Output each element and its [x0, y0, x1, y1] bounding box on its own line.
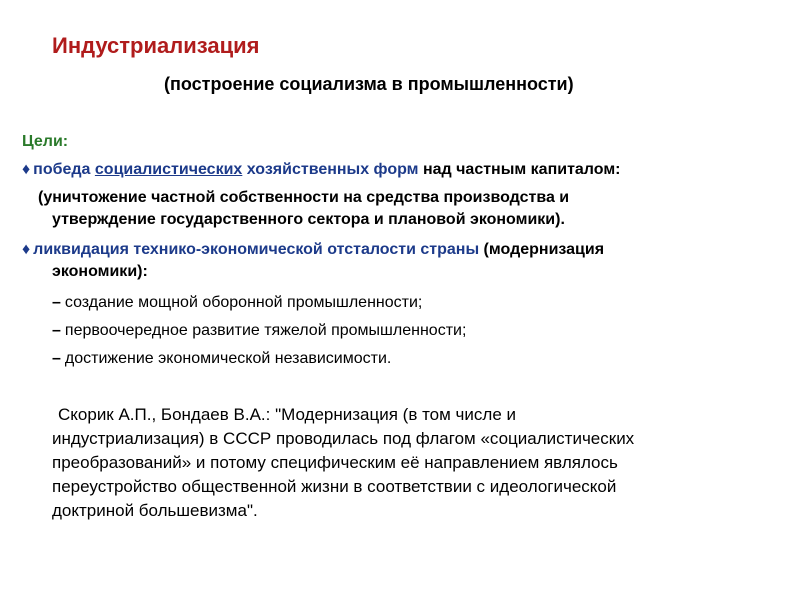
goal-1-detail-line-2: утверждение государственного сектора и плановой экономики). [52, 211, 565, 228]
subitem [52, 292, 422, 314]
quote-line: преобразований» и потому специфическим её направлением являлось [52, 453, 618, 472]
quote-line: переустройство общественной жизни в соответствии с идеологической [52, 477, 617, 496]
goal-2 [22, 239, 604, 261]
goal-1 [22, 159, 620, 181]
dash-bullet-icon: – [52, 322, 61, 339]
goals-label: Цели: [22, 133, 69, 150]
quote-line: Скорик А.П., Бондаев В.А.: "Модернизация (в том числе и [58, 405, 516, 424]
dash-bullet-icon: – [52, 350, 61, 367]
slide-title: Индустриализация [52, 33, 260, 58]
quote-line: доктриной большевизма". [52, 501, 258, 520]
goal-1-post: над частным капиталом: [418, 161, 621, 178]
subitem [52, 320, 466, 342]
subitem-text: первоочередное развитие тяжелой промышленности; [64, 322, 467, 339]
diamond-bullet-icon: ♦ [22, 241, 31, 258]
subitem [52, 348, 391, 370]
subitem-text: создание мощной оборонной промышленности; [64, 294, 423, 311]
goal-2-line-2: экономики): [52, 263, 148, 280]
goal-1-underlined: социалистических [94, 161, 243, 178]
subitem-text: достижение экономической независимости. [64, 350, 392, 367]
quote-block [52, 403, 752, 523]
goal-1-pre: победа [33, 161, 95, 178]
dash-bullet-icon: – [52, 294, 61, 311]
goal-2-black: (модернизация [479, 241, 605, 258]
quote-line: индустриализация) в СССР проводилась под флагом «социалистических [52, 429, 635, 448]
goal-1-mid: хозяйственных форм [242, 161, 419, 178]
slide-subtitle: (построение социализма в промышленности) [164, 74, 574, 94]
diamond-bullet-icon: ♦ [22, 161, 31, 178]
goal-2-blue: ликвидация технико-экономической отсталости страны [33, 241, 480, 258]
goal-1-detail-line-1: (уничтожение частной собственности на средства производства и [38, 189, 570, 206]
